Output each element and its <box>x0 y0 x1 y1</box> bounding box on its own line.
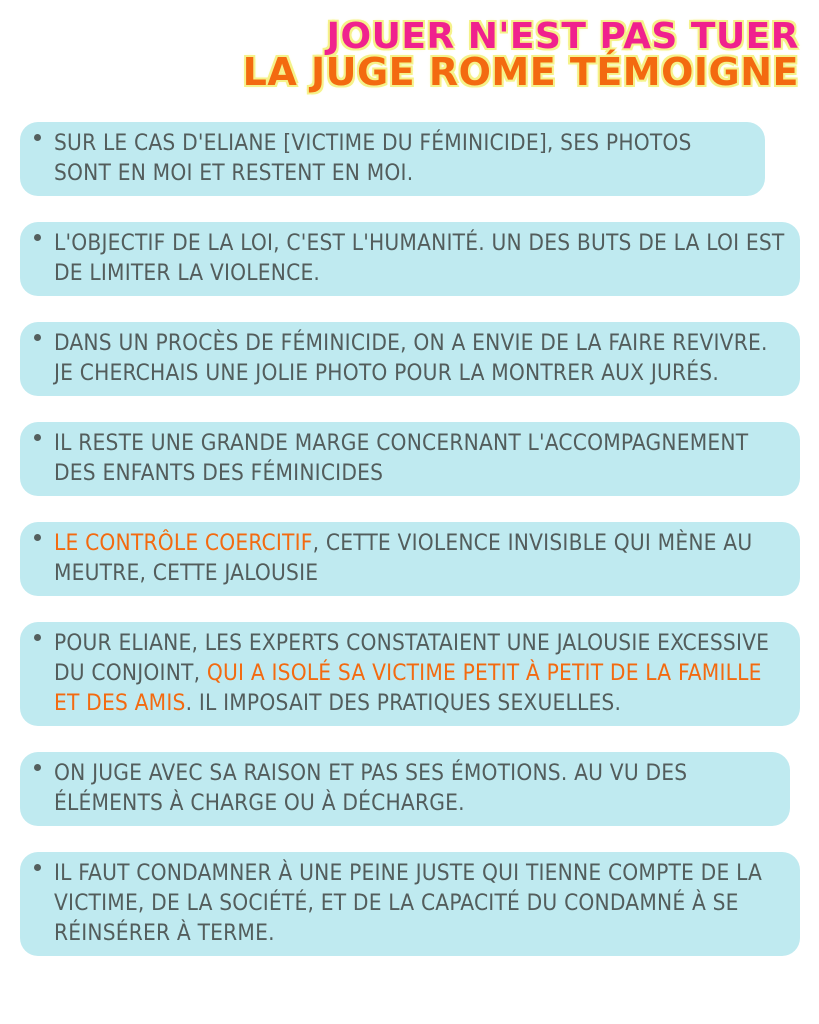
list-item-text-after: , CETTE VIOLENCE INVISIBLE QUI MÈNE AU MEUTRE, CETTE JALOUSIE <box>54 530 753 586</box>
list-item-text: IL RESTE UNE GRANDE MARGE CONCERNANT L'ACCOMPAGNEMENT DES ENFANTS DES FÉMINICIDES <box>54 430 749 486</box>
bullet-icon <box>34 134 41 141</box>
list-item-text-after: . IL IMPOSAIT DES PRATIQUES SEXUELLES. <box>185 690 622 716</box>
quote-list <box>20 122 800 982</box>
list-item-text: DANS UN PROCÈS DE FÉMINICIDE, ON A ENVIE DE LA FAIRE REVIVRE. JE CHERCHAIS UNE JOLIE PHOTO POUR LA MONTRER AUX JURÉS. <box>54 330 768 386</box>
bullet-icon <box>34 764 41 771</box>
list-item <box>20 222 800 296</box>
title-line-2: LA JUGE ROME TÉMOIGNE <box>242 50 799 95</box>
list-item <box>20 852 800 956</box>
highlighted-text: QUI A ISOLÉ SA VICTIME PETIT À PETIT DE LA FAMILLE ET DES AMIS <box>54 660 762 716</box>
title-line-1: JOUER N'EST PAS TUER <box>326 16 799 57</box>
list-item-text <box>54 628 786 718</box>
bullet-icon <box>34 434 41 441</box>
bullet-icon <box>34 864 41 871</box>
bullet-icon <box>34 334 41 341</box>
list-item <box>20 422 800 496</box>
list-item <box>20 752 790 826</box>
list-item-text-before: POUR ELIANE, LES EXPERTS CONSTATAIENT UNE JALOUSIE EXCESSIVE DU CONJOINT, <box>54 630 770 686</box>
list-item-text <box>54 528 786 588</box>
list-item <box>20 122 765 196</box>
page-title <box>242 16 799 95</box>
highlighted-text: LE CONTRÔLE COERCITIF <box>54 530 313 556</box>
list-item <box>20 522 800 596</box>
list-item <box>20 322 800 396</box>
bullet-icon <box>34 634 41 641</box>
list-item <box>20 622 800 726</box>
list-item-text: SUR LE CAS D'ELIANE [VICTIME DU FÉMINICIDE], SES PHOTOS SONT EN MOI ET RESTENT EN MOI. <box>54 130 692 186</box>
bullet-icon <box>34 534 41 541</box>
list-item-text: IL FAUT CONDAMNER À UNE PEINE JUSTE QUI TIENNE COMPTE DE LA VICTIME, DE LA SOCIÉTÉ, ET DE LA CAPACITÉ DU CONDAMNÉ À SE RÉINSÉRER À TERME. <box>54 860 763 946</box>
bullet-icon <box>34 234 41 241</box>
list-item-text: ON JUGE AVEC SA RAISON ET PAS SES ÉMOTIONS. AU VU DES ÉLÉMENTS À CHARGE OU À DÉCHARGE. <box>54 760 688 816</box>
list-item-text: L'OBJECTIF DE LA LOI, C'EST L'HUMANITÉ. UN DES BUTS DE LA LOI EST DE LIMITER LA VIOLENCE. <box>54 230 785 286</box>
